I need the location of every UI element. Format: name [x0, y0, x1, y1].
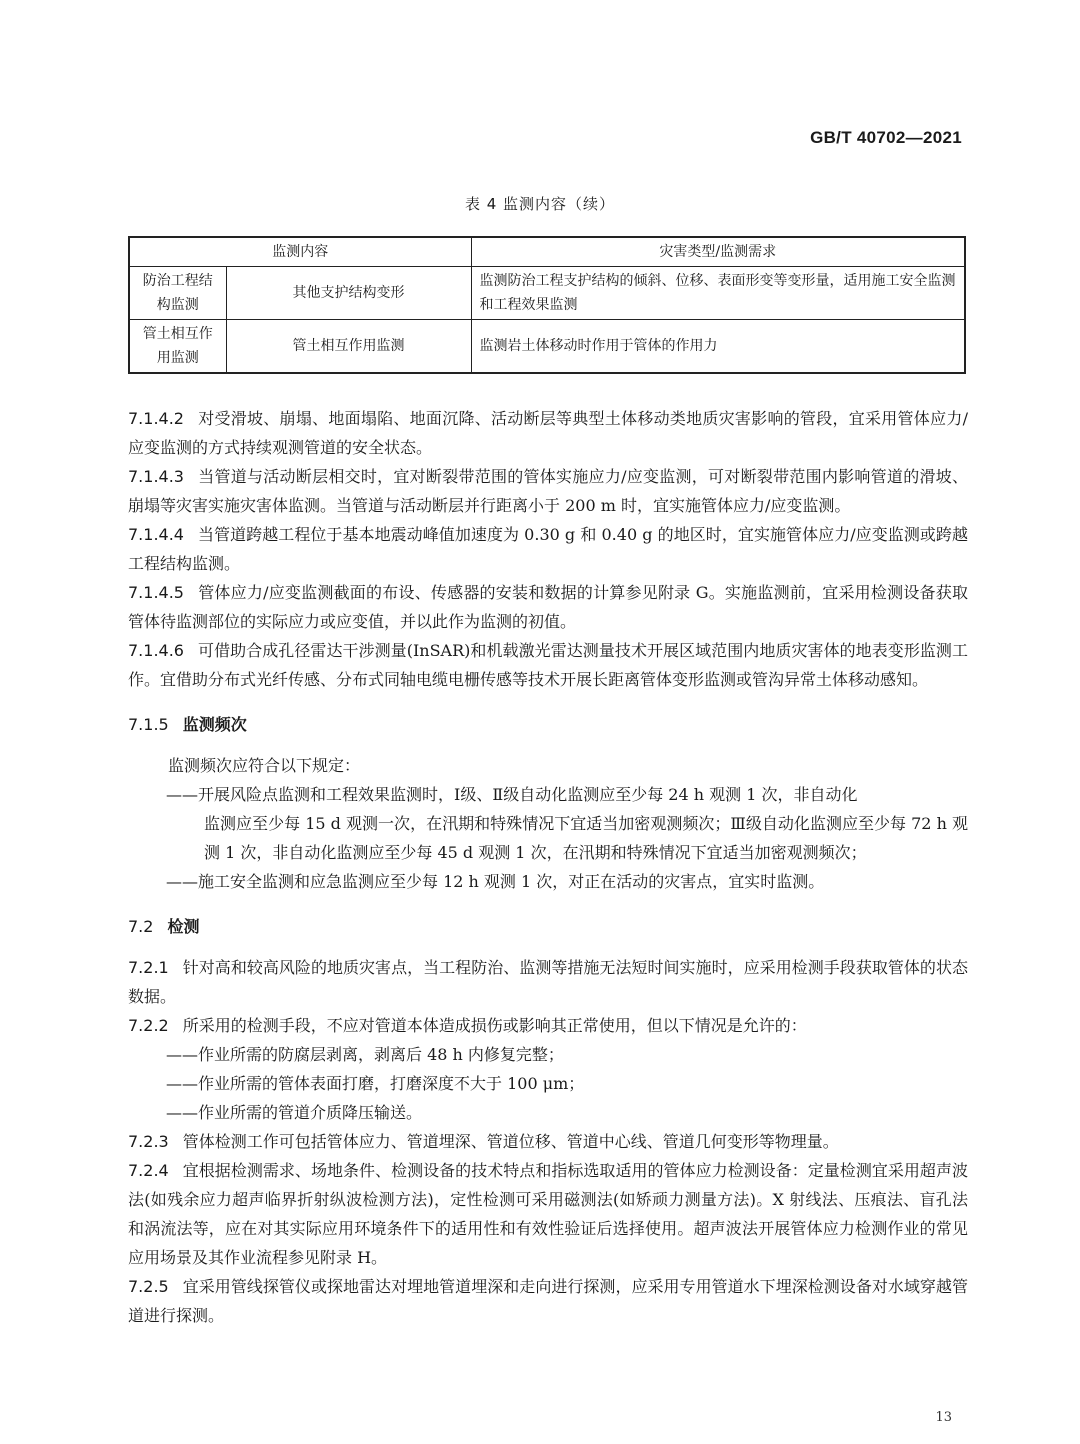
clause-number: 7.2.1 [128, 958, 169, 977]
clause-number: 7.1.4.3 [128, 467, 184, 486]
paragraph-intro: 监测频次应符合以下规定： [168, 756, 361, 775]
list-item: ——作业所需的管体表面打磨，打磨深度不大于 100 μm； [166, 1074, 585, 1093]
list-item: ——开展风险点监测和工程效果监测时，Ⅰ级、Ⅱ级自动化监测应至少每 24 h 观测 1 次，非自动化 [166, 785, 858, 804]
clause-text: 针对高和较高风险的地质灾害点，当工程防治、监测等措施无法短时间实施时，应采用检测手段获取管体的状态数据。 [128, 958, 968, 1006]
clause-number: 7.1.4.4 [128, 525, 184, 544]
clause-text: 当管道跨越工程位于基本地震动峰值加速度为 0.30 g 和 0.40 g 的地区时，宜实施管体应力/应变监测或跨越工程结构监测。 [128, 525, 968, 573]
monitoring-content-table [128, 236, 966, 374]
clause-text: 宜根据检测需求、场地条件、检测设备的技术特点和指标选取适用的管体应力检测设备：定量检测宜采用超声波法(如残余应力超声临界折射纵波检测方法)，定性检测可采用磁测法(如矫顽力测量方法)。X 射线法、压痕法、盲孔法和涡流法等，应在对其实际应用环境条件下的适用性和有效性验证后选择使用。超声波法开展管体应力检测作业的常见应用场景及其作业流程参见附录 H。 [128, 1161, 968, 1267]
table-cell-item: 其他支护结构变形 [226, 267, 471, 320]
list-item-continuation: 监测应至少每 15 d 观测一次，在汛期和特殊情况下宜适当加密观测频次；Ⅲ级自动化监测应至少每 72 h 观测 1 次，非自动化监测应至少每 45 d 观测 1 次，在汛期和特殊情况下宜适当加密观测频次； [204, 814, 968, 862]
clause-text: 所采用的检测手段，不应对管道本体造成损伤或影响其正常使用，但以下情况是允许的： [182, 1016, 807, 1035]
clause-number: 7.2.5 [128, 1277, 169, 1296]
section-heading-7-1-5 [128, 710, 968, 739]
clause-text: 管体检测工作可包括管体应力、管道埋深、管道位移、管道中心线、管道几何变形等物理量。 [182, 1132, 839, 1151]
table-header-cell: 监测内容 [129, 237, 471, 267]
clause-7-1-4-5 [128, 578, 968, 636]
table-cell-item: 管土相互作用监测 [226, 320, 471, 374]
clause-number: 7.2.4 [128, 1161, 169, 1180]
clause-number: 7.2.3 [128, 1132, 169, 1151]
document-id: GB/T 40702—2021 [810, 128, 962, 147]
document-body [128, 404, 968, 1330]
clause-text: 宜采用管线探管仪或探地雷达对埋地管道埋深和走向进行探测，应采用专用管道水下埋深检测设备对水域穿越管道进行探测。 [128, 1277, 968, 1325]
clause-text: 对受滑坡、崩塌、地面塌陷、地面沉降、活动断层等典型土体移动类地质灾害影响的管段，宜采用管体应力/应变监测的方式持续观测管道的安全状态。 [128, 409, 968, 457]
clause-text: 当管道与活动断层相交时，宜对断裂带范围的管体实施应力/应变监测，可对断裂带范围内影响管道的滑坡、崩塌等灾害实施灾害体监测。当管道与活动断层并行距离小于 200 m 时，宜实施管体应力/应变监测。 [128, 467, 968, 515]
table-cell-category: 管土相互作用监测 [129, 320, 226, 374]
page-number: 13 [935, 1410, 952, 1425]
clause-number: 7.1.4.2 [128, 409, 184, 428]
clause-7-1-4-2 [128, 404, 968, 462]
table-cell-description: 监测防治工程支护结构的倾斜、位移、表面形变等变形量，适用施工安全监测和工程效果监测 [471, 267, 965, 320]
section-number: 7.1.5 [128, 715, 169, 734]
section-heading-7-2 [128, 912, 968, 941]
list-item: ——作业所需的管道介质降压输送。 [166, 1103, 423, 1122]
table-cell-description: 监测岩土体移动时作用于管体的作用力 [471, 320, 965, 374]
section-number: 7.2 [128, 917, 154, 936]
clause-number: 7.1.4.5 [128, 583, 184, 602]
table-row [129, 267, 965, 320]
clause-7-2-2 [128, 1011, 968, 1040]
clause-7-2-4 [128, 1156, 968, 1272]
table-title: 表 4 监测内容（续） [464, 195, 616, 213]
table-header-cell: 灾害类型/监测需求 [471, 237, 965, 267]
clause-text: 管体应力/应变监测截面的布设、传感器的安装和数据的计算参见附录 G。实施监测前，宜采用检测设备获取管体待监测部位的实际应力或应变值，并以此作为监测的初值。 [128, 583, 968, 631]
clause-7-1-4-6 [128, 636, 968, 694]
section-title: 监测频次 [182, 715, 247, 734]
clause-text: 可借助合成孔径雷达干涉测量(InSAR)和机载激光雷达测量技术开展区域范围内地质灾害体的地表变形监测工作。宜借助分布式光纤传感、分布式同轴电缆电栅传感等技术开展长距离管体变形监测或管沟异常土体移动感知。 [128, 641, 968, 689]
list-item: ——施工安全监测和应急监测应至少每 12 h 观测 1 次，对正在活动的灾害点，宜实时监测。 [166, 872, 825, 891]
table-header-row [129, 237, 965, 267]
clause-7-1-4-3 [128, 462, 968, 520]
clause-number: 7.2.2 [128, 1016, 169, 1035]
table-row [129, 320, 965, 374]
clause-number: 7.1.4.6 [128, 641, 184, 660]
clause-7-1-4-4 [128, 520, 968, 578]
table-cell-category: 防治工程结构监测 [129, 267, 226, 320]
list-item: ——作业所需的防腐层剥离，剥离后 48 h 内修复完整； [166, 1045, 564, 1064]
clause-7-2-1 [128, 953, 968, 1011]
section-title: 检测 [167, 917, 200, 936]
clause-7-2-3 [128, 1127, 968, 1156]
clause-7-2-5 [128, 1272, 968, 1330]
